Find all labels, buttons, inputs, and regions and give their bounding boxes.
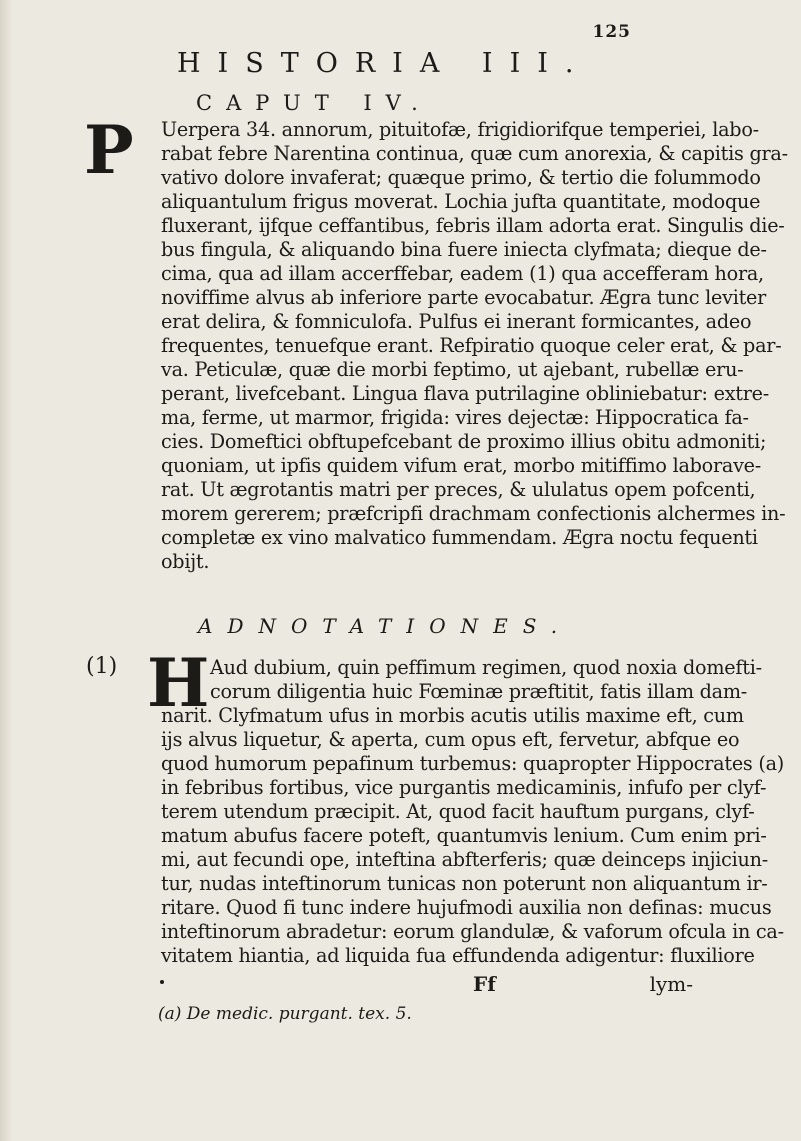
notes-text-line: matum abufus facere poteft, quantumvis lenium. Cum enim pri-: [161, 824, 767, 847]
main-text-line: noviffime alvus ab inferiore parte evocabatur. Ægra tunc leviter: [161, 286, 767, 309]
running-title: HISTORIA III.: [177, 48, 591, 79]
main-text-line: fluxerant, ijfque ceffantibus, febris illam adorta erat. Singulis die-: [161, 214, 785, 237]
main-text-line: perant, livefcebant. Lingua flava putrilagine obliniebatur: extre-: [161, 382, 769, 405]
main-drop-cap: P: [84, 111, 134, 189]
notes-text-line: inteftinorum abradetur: eorum glandulæ, & vaforum ofcula in ca-: [161, 920, 784, 943]
main-text-line: vativo dolore invaferat; quæque primo, & tertio die folummodo: [161, 166, 761, 189]
main-text-line: frequentes, tenuefque erant. Refpiratio quoque celer erat, & par-: [161, 334, 782, 357]
notes-text-line: narit. Clyfmatum ufus in morbis acutis utilis maxime eft, cum: [161, 704, 744, 727]
signature-mark: Ff: [473, 972, 496, 996]
page-number: 125: [592, 22, 631, 42]
main-text-line: obijt.: [161, 550, 210, 573]
notes-text-line: quod humorum pepafinum turbemus: quapropter Hippocrates (a): [161, 752, 785, 775]
notes-text-line: Aud dubium, quin peffimum regimen, quod noxia domefti-: [210, 656, 762, 679]
notes-text-line: terem utendum præcipit. At, quod facit hauftum purgans, clyf-: [161, 800, 755, 823]
main-text-line: cima, qua ad illam accerffebar, eadem (1) qua accefferam hora,: [161, 262, 764, 285]
notes-text-line: corum diligentia huic Fœminæ præftitit, fatis illam dam-: [210, 680, 748, 703]
notes-text-line: in febribus fortibus, vice purgantis medicaminis, infufo per clyf-: [161, 776, 767, 799]
notes-text-line: ijs alvus liquetur, & aperta, cum opus eft, fervetur, abfque eo: [161, 728, 740, 751]
notes-text-line: tur, nudas inteftinorum tunicas non poterunt non aliquantum ir-: [161, 872, 768, 895]
main-text-line: ma, ferme, ut marmor, frigida: vires dejectæ: Hippocratica fa-: [161, 406, 749, 429]
notes-text-line: vitatem hiantia, ad liquida fua effundenda adigentur: fluxiliore: [161, 944, 755, 967]
note-marker: (1): [86, 654, 118, 679]
main-text-line: erat delira, & fomniculofa. Pulfus ei inerant formicantes, adeo: [161, 310, 752, 333]
chapter-title: CAPUT IV.: [196, 91, 432, 115]
main-text-line: Uerpera 34. annorum, pituitofæ, frigidiorifque temperiei, labo-: [161, 118, 759, 141]
main-text-line: rat. Ut ægrotantis matri per preces, & ululatus opem pofcenti,: [161, 478, 756, 501]
margin-dot: [160, 980, 164, 984]
notes-drop-cap: H: [147, 644, 210, 722]
catchword: lym-: [649, 972, 693, 996]
main-text-line: quoniam, ut ipfis quidem vifum erat, morbo mitiffimo laborave-: [161, 454, 762, 477]
footnote: (a) De medic. purgant. tex. 5.: [158, 1004, 412, 1024]
notes-text-line: ritare. Quod fi tunc indere hujufmodi auxilia non definas: mucus: [161, 896, 772, 919]
main-text-line: cies. Domeftici obftupefcebant de proximo illius obitu admoniti;: [161, 430, 767, 453]
main-text-line: completæ ex vino malvatico fummendam. Ægra noctu fequenti: [161, 526, 758, 549]
main-text-line: bus fingula, & aliquando bina fuere iniecta clyfmata; dieque de-: [161, 238, 767, 261]
main-text-line: morem gererem; præfcripfi drachmam confectionis alchermes in-: [161, 502, 786, 525]
main-text-line: va. Peticulæ, quæ die morbi feptimo, ut ajebant, rubellæ eru-: [161, 358, 744, 381]
main-text-line: aliquantulum frigus moverat. Lochia jufta quantitate, modoque: [161, 190, 761, 213]
notes-text-line: mi, aut fecundi ope, inteftina abfterferis; quæ deinceps injiciun-: [161, 848, 769, 871]
page-edge-shadow: [0, 0, 12, 1141]
section-heading: ADNOTATIONES.: [198, 614, 573, 638]
main-text-line: rabat febre Narentina continua, quæ cum anorexia, & capitis gra-: [161, 142, 788, 165]
